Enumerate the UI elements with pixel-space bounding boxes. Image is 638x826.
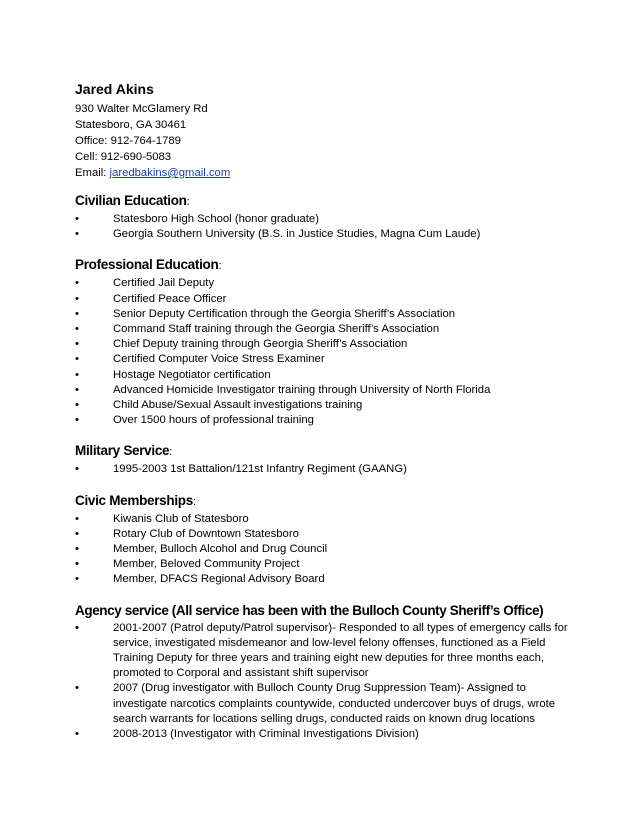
list-item-text: Member, Bulloch Alcohol and Drug Council [113, 543, 328, 556]
list-item-text: Certified Peace Officer [113, 292, 227, 305]
civilian-education-heading: Civilian Education [75, 193, 187, 208]
heading-colon: : [192, 495, 196, 508]
bullet-list [75, 512, 575, 588]
agency-service-section [75, 602, 575, 743]
heading-colon: : [169, 446, 173, 459]
applicant-name: Jared Akins [75, 81, 154, 97]
cell-phone: Cell: 912-690-5083 [75, 151, 172, 163]
military-service-section [75, 442, 575, 477]
list-item-text: Certified Computer Voice Stress Examiner [113, 353, 325, 366]
list-item [75, 276, 575, 291]
section-title [75, 492, 575, 511]
bullet-icon: • [75, 228, 79, 241]
address-line-1: 930 Walter McGlamery Rd [75, 103, 208, 115]
list-item [75, 352, 575, 367]
civic-memberships-heading: Civic Memberships [75, 492, 193, 508]
list-item [75, 413, 575, 428]
bullet-icon: • [75, 368, 79, 381]
list-item [75, 462, 575, 477]
professional-education-section [75, 256, 575, 428]
email-line [75, 165, 575, 181]
bullet-icon: • [75, 682, 79, 695]
bullet-icon: • [75, 543, 79, 556]
bullet-list [75, 212, 575, 242]
list-item-text: 1995-2003 1st Battalion/121st Infantry Regiment (GAANG) [113, 463, 407, 476]
bullet-icon: • [75, 383, 79, 396]
list-item-text: Kiwanis Club of Statesboro [113, 512, 249, 525]
list-item [75, 621, 575, 682]
bullet-icon: • [75, 573, 79, 586]
bullet-icon: • [75, 414, 79, 427]
bullet-icon: • [75, 353, 79, 366]
agency-service-heading: Agency service (All service has been with the Bulloch County Sheriff’s Office) [75, 602, 544, 618]
list-item-text: 2008-2013 (Investigator with Criminal Investigations Division) [113, 728, 419, 741]
list-item [75, 727, 575, 742]
list-item [75, 212, 575, 227]
bullet-icon: • [75, 527, 79, 540]
list-item [75, 512, 575, 527]
list-item [75, 527, 575, 542]
civilian-education-section [75, 192, 575, 242]
section-title [75, 256, 575, 275]
bullet-icon: • [75, 463, 79, 476]
heading-colon: : [218, 260, 222, 273]
office-phone: Office: 912-764-1789 [75, 135, 181, 147]
list-item [75, 398, 575, 413]
bullet-list [75, 276, 575, 428]
list-item [75, 227, 575, 242]
civic-memberships-section [75, 492, 575, 588]
list-item [75, 383, 575, 398]
list-item-text: 2001-2007 (Patrol deputy/Patrol supervisor)- Responded to all types of emergency calls for service, investigated misdemeanor and low-level felony offenses, functioned as a Field Training Deputy for three years and training eight new deputies for three months each, promoted to Corporal and assistant shift supervisor [113, 621, 568, 680]
list-item-text: Georgia Southern University (B.S. in Justice Studies, Magna Cum Laude) [113, 228, 481, 241]
address-line-2: Statesboro, GA 30461 [75, 119, 187, 131]
list-item-text: Statesboro High School (honor graduate) [113, 213, 319, 225]
bullet-icon: • [75, 621, 79, 634]
bullet-icon: • [75, 213, 79, 225]
bullet-icon: • [75, 277, 79, 290]
bullet-icon: • [75, 512, 79, 525]
bullet-icon: • [75, 399, 79, 412]
list-item [75, 307, 575, 322]
email-link[interactable]: jaredbakins@gmail.com [109, 167, 231, 179]
list-item [75, 557, 575, 572]
section-title [75, 442, 575, 461]
list-item-text: 2007 (Drug investigator with Bulloch County Drug Suppression Team)- Assigned to investigate narcotics complaints countywide, conducted undercover buys of drugs, wrote search warrants for locations selling drugs, conducted raids on known drug locations [113, 682, 556, 725]
bullet-icon: • [75, 338, 79, 351]
bullet-icon: • [75, 558, 79, 571]
list-item [75, 681, 575, 727]
bullet-icon: • [75, 307, 79, 320]
resume-page [75, 80, 575, 742]
list-item-text: Over 1500 hours of professional training [113, 414, 314, 427]
list-item-text: Member, Beloved Community Project [113, 558, 300, 571]
list-item [75, 368, 575, 383]
list-item-text: Child Abuse/Sexual Assault investigations training [113, 399, 363, 412]
list-item [75, 322, 575, 337]
list-item-text: Advanced Homicide Investigator training through University of North Florida [113, 383, 491, 396]
list-item-text: Command Staff training through the Georgia Sheriff’s Association [113, 323, 440, 336]
list-item-text: Rotary Club of Downtown Statesboro [113, 527, 299, 540]
professional-education-heading: Professional Education [75, 257, 219, 273]
bullet-list [75, 462, 575, 477]
list-item [75, 337, 575, 352]
list-item [75, 292, 575, 307]
heading-colon: : [186, 196, 190, 208]
section-title [75, 192, 575, 211]
bullet-icon: • [75, 323, 79, 336]
bullet-icon: • [75, 728, 79, 741]
list-item-text: Hostage Negotiator certification [113, 368, 271, 381]
list-item-text: Certified Jail Deputy [113, 277, 215, 290]
contact-block [75, 80, 575, 181]
list-item-text: Member, DFACS Regional Advisory Board [113, 573, 325, 586]
list-item [75, 572, 575, 587]
list-item [75, 542, 575, 557]
list-item-text: Senior Deputy Certification through the Georgia Sheriff’s Association [113, 307, 456, 320]
bullet-list [75, 621, 575, 743]
bullet-icon: • [75, 292, 79, 305]
list-item-text: Chief Deputy training through Georgia Sheriff’s Association [113, 338, 408, 351]
military-service-heading: Military Service [75, 443, 170, 459]
email-label: Email: [75, 167, 110, 179]
